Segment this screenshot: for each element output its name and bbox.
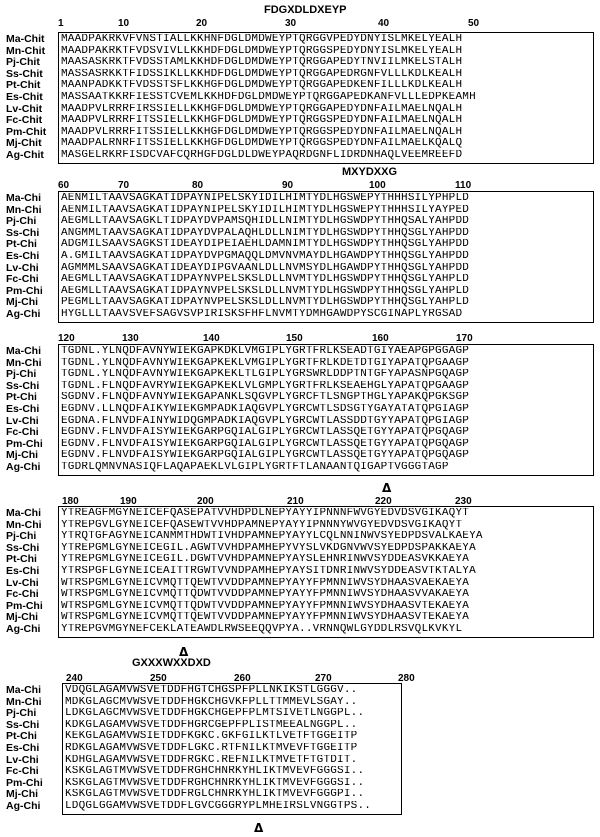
sequence-residues: MAADPAKRKTFVDSVIVLLKKHDFDGLDMDWEYPTQRGGSPEDYDNYISLMKELYEALH xyxy=(61,45,463,57)
sequence-residues: TGDNL.FLNQDFAVRYWIEKGAPKEKLVLGMPLYGRTFRLKSEAEHGLYAPATQPGAAGP xyxy=(61,380,470,392)
sequence-name: Es-Chi xyxy=(6,250,40,262)
sequence-residues: KDKGLAGAMVWSVETDDFHGRCGEPFPLISTMEEALNGGPL.. xyxy=(65,719,358,731)
sequence-residues: EGDNV.FLNVDFAISYWIEKGARPGQIALGIPLYGRCWTLASSQETGYYAPATQPGQAGP xyxy=(61,427,470,438)
sequence-residues: KSKGLAGTMVWSVETDDFRGHCHNRKYHLIKTMVEVFGGGSI.. xyxy=(65,766,365,777)
sequence-name: Lv-Chi xyxy=(6,261,39,274)
sequence-name: Fc-Chi xyxy=(6,426,39,439)
sequence-residues: MASSAATKKRFIESSTCVEMLKKHDFDGLDMDWEYPTQRGGAPEDKANFVLLLEDPKEAMH xyxy=(61,92,476,103)
sequence-name: Ss-Chi xyxy=(6,541,40,554)
ruler-number: 260 xyxy=(234,673,251,684)
sequence-residues: AEGMLLTAAVSAGKATIDPAYNVPELSKSLDLLNVMTYDLHGSWDPYTHHQSGLYAHPLD xyxy=(61,274,470,285)
sequence-residues: VDQGLAGAMVWSVETDDFHGTCHGSPFPLLNKIKSTLGGGV.. xyxy=(65,685,358,696)
sequence-residues: EGDNV.FLNVDFAISYWIEKGARPGQIALGIPLYGRCWTLASSQETGYYAPATQPGQAGP xyxy=(61,438,470,450)
ruler-number: 1 xyxy=(58,18,64,29)
sequence-name: Ma-Chi xyxy=(6,684,41,696)
sequence-name: Lv-Chi xyxy=(6,414,39,427)
sequence-name: Es-Chi xyxy=(6,565,40,577)
sequence-name: Pm-Chi xyxy=(6,284,43,297)
sequence-name: Pm-Chi xyxy=(6,776,43,789)
sequence-name: Lv-Chi xyxy=(6,753,39,766)
ruler-number: 240 xyxy=(66,673,83,684)
sequence-residues: HYGLLLTAAVSVEFSAGVSVPIRISKSFHFLNVMTYDMHGAWDPYSCGINAPLYRGSAD xyxy=(61,309,463,320)
sequence-name: Pj-Chi xyxy=(6,707,37,720)
sequence-name: Es-Chi xyxy=(6,403,40,415)
sequence-name: Ss-Chi xyxy=(6,379,40,392)
ruler-number: 160 xyxy=(372,333,389,344)
sequence-residues: KEKGLAGAMVWSIETDDFKGKC.GKFGILKTLVETFTGGEITP xyxy=(65,731,358,742)
ruler-number: 20 xyxy=(196,18,208,29)
sequence-residues: MAASASKRKTFVDSSTAMLKKHDFDGLDMDWEYPTQRGGAPEDYTNVIILMKELSTALH xyxy=(61,57,463,68)
sequence-residues: KDHGLAGAMVWSVETDDFRGKC.REFNILKTMVETFTGTDIT. xyxy=(65,754,358,766)
sequence-residues: PEGMLLTAAVSAGKATIDPAYNVPELSKSLDLLNVMTYDLHGSWDPYTHHQSGLYAHPLD xyxy=(61,297,470,308)
sequence-name: Fc-Chi xyxy=(6,765,39,778)
conserved-residue-marker: Δ xyxy=(254,821,264,835)
sequence-name: Ma-Chi xyxy=(6,192,41,204)
sequence-residues: YTREPGMLGYNEICEGIL.AGWTVVHDPAMHEPYVYSLVKDGNVWVSYEDPDSPAKKAEYA xyxy=(61,542,476,554)
sequence-residues: TGDNL.YLNQDFAVNYWIEKGAPKEKLTLGIPLYGRSWRLDDPTNTGFYAPASNPGQAGP xyxy=(61,369,470,380)
sequence-name: Fc-Chi xyxy=(6,588,39,601)
sequence-name: Ag-Chi xyxy=(6,800,41,812)
ruler-number: 220 xyxy=(375,496,392,507)
sequence-residues: YTREPGMLGYNEICEGIL.DGWTVVHDPAMNEPYAYSLEHNRINWVSYDDEASVKKAEYA xyxy=(61,554,470,565)
sequence-name: Mn-Chi xyxy=(6,518,42,531)
sequence-residues: YTRSPGFLGYNEICEAITTRGWTVVNDPAMHEPYAYSITDNRINWVSYDDEASVTKTALYA xyxy=(61,566,476,577)
ruler-number: 40 xyxy=(378,18,390,29)
sequence-residues: EGDNV.LLNQDFAIKYWIEKGMPADKIAQGVPLYGRCWTLSDSGTYGAYATATQPGIAGP xyxy=(61,404,470,415)
sequence-name: Pj-Chi xyxy=(6,530,37,543)
sequence-name: Lv-Chi xyxy=(6,576,39,589)
ruler-number: 80 xyxy=(192,180,204,191)
sequence-name: Ag-Chit xyxy=(6,149,44,161)
sequence-residues: TGDRLQMNVNASIQFLAQAPAEKLVLGIPLYGRTFTLANAANTQIGAPTVGGGTAGP xyxy=(61,462,449,473)
sequence-residues: WTRSPGMLGYNEICVMQTTQDWTVVDDPAMNEPYAYYFPMNNIWVSYDHAASVVAKAEYA xyxy=(61,589,470,600)
sequence-residues: EGDNV.FLNVDFAISYWIEKGARPGQIALGIPLYGRCWTLASSQETGYYAPATQPGQAGP xyxy=(61,450,470,461)
ruler-number: 230 xyxy=(455,496,472,507)
sequence-residues: AEGMLLTAAVSAGKLTIDPAYDVPAMSQHIDLLNIMTYDLHGSWDPYTHHQSALYAHPDD xyxy=(61,216,470,227)
sequence-residues: TGDNL.YLNQDFAVNYWIEKGAPKEKLVMGIPLYGRTFRLKDETDTGIYAPATQPGAAGP xyxy=(61,357,470,369)
sequence-residues: MASSASRKKTFIDSSIKLLKKHDFDGLDMDWEYPTQRGGAPEDRGNFVLLLKDLKEALH xyxy=(61,68,463,80)
sequence-name: Mj-Chi xyxy=(6,449,39,462)
ruler-number: 10 xyxy=(118,18,130,29)
sequence-residues: WTRSPGMLGYNEICVMQTTQDWTVVDDPAMNEPYAYYFPMNNIWVSYDHAASVTEKAEYA xyxy=(61,600,470,612)
conserved-residue-marker: Δ xyxy=(179,645,189,659)
sequence-name: Pm-Chi xyxy=(6,599,43,612)
motif-label: MXYDXXG xyxy=(342,166,398,178)
sequence-name: Mj-Chi xyxy=(6,611,39,624)
sequence-residues: MAADPAKRKVFVNSTIALLKKHNFDGLDMDWEYPTQRGGVPEDYDNYISLMKELYEALH xyxy=(61,34,463,45)
ruler-number: 140 xyxy=(203,333,220,344)
sequence-name: Fc-Chit xyxy=(6,114,43,127)
sequence-name: Pj-Chi xyxy=(6,215,37,228)
ruler-number: 120 xyxy=(58,333,75,344)
sequence-name: Es-Chi xyxy=(6,742,40,754)
sequence-residues: ANGMMLTAAVSAGKATIDPAYDVPALAQHLDLLNIMTYDLHGSWDPYTHHQSGLYAHPDD xyxy=(61,227,470,239)
ruler-number: 30 xyxy=(285,18,297,29)
ruler-number: 60 xyxy=(58,180,70,191)
ruler-number: 270 xyxy=(315,673,332,684)
sequence-residues: MAANPADKKTFVDSSTSFLKKHGFDGLDMDWEYPTQRGGAPEDKENFILLLKDLKEALH xyxy=(61,80,463,91)
ruler-number: 100 xyxy=(369,180,386,191)
sequence-name: Ss-Chit xyxy=(6,67,43,80)
sequence-residues: YTREPGVMGYNEFCEKLATEAWDLRWSEEQQVPYA..VRNNQWLGYDDLRSVQLKVKYL xyxy=(61,624,463,635)
sequence-name: Pj-Chit xyxy=(6,56,40,69)
sequence-residues: MAADPVLRRRFITSSIELLKKHGFDGLDMDWEYPTQRGGSPEDYDNFAILMAELNQALH xyxy=(61,126,463,138)
motif-label: GXXXWXXDXD xyxy=(132,657,211,669)
sequence-residues: SGDNV.FLNQDFAVNYWIEKGAPANKLSQGVPLYGRCFTLSNGPTHGLYAPAKQPGKSGP xyxy=(61,392,470,403)
sequence-residues: A.GMILTAAVSAGKATIDPAYDVPGMAQQLDMVNVMAYDLHGAWDPYTHHQSGLYAHPDD xyxy=(61,251,470,262)
sequence-residues: MAADPVLRRRFITSSIELLKKHGFDGLDMDWEYPTQRGGSPEDYDNFAILMAELNQALH xyxy=(61,115,463,126)
sequence-name: Pm-Chi xyxy=(6,437,43,450)
ruler-number: 110 xyxy=(455,180,472,191)
conserved-residue-marker: Δ xyxy=(382,481,392,495)
sequence-name: Pt-Chi xyxy=(6,553,37,566)
sequence-name: Pt-Chi xyxy=(6,391,37,404)
sequence-residues: MASGELRKRFISDCVAFCQRHGFDGLDLDWEYPAQRDGNFLIDRDNHAQLVEEMREEFD xyxy=(61,150,463,161)
sequence-name: Ss-Chi xyxy=(6,718,40,731)
sequence-name: Mn-Chi xyxy=(6,695,42,708)
ruler-number: 90 xyxy=(282,180,294,191)
sequence-residues: KSKGLAGTMVWSVETDDFRGLCHNRKYHLIKTMVEVFGGGPI.. xyxy=(65,789,365,800)
ruler-number: 70 xyxy=(118,180,130,191)
ruler-number: 180 xyxy=(62,496,79,507)
sequence-name: Pt-Chit xyxy=(6,79,41,92)
sequence-residues: YTRQTGFAGYNEICANMMTHDWTIVHDPAMNEPYAYYLCQLNNINWVSYEDPDSVALKAEYA xyxy=(61,531,483,542)
sequence-name: Ag-Chi xyxy=(6,461,41,473)
sequence-name: Mn-Chi xyxy=(6,203,42,216)
sequence-residues: RDKGLAGAMVWSVETDDFLGKC.RTFNILKTMVEVFTGGEITP xyxy=(65,743,358,754)
sequence-residues: MDKGLAGCMVWSVETDDFHGKCHGVKFPLLTTMMEVLSGAY.. xyxy=(65,696,358,708)
sequence-residues: MAADPVLRRRFIRSSIELLKKHGFDGLDMDWEYPTQRGGAPEDYDNFAILMAELNQALH xyxy=(61,103,463,115)
ruler-number: 190 xyxy=(120,496,137,507)
ruler-number: 250 xyxy=(150,673,167,684)
motif-label: FDGXDLDXEYP xyxy=(264,4,347,16)
sequence-residues: AGMMMLSAAVSAGKATIDEAYDIPGVAANLDLLNVMSYDLHGAWDPYTHHQSGLYAHPDD xyxy=(61,262,470,274)
ruler-number: 130 xyxy=(122,333,139,344)
sequence-name: Ma-Chi xyxy=(6,507,41,519)
sequence-name: Ag-Chi xyxy=(6,308,41,320)
sequence-name: Pm-Chit xyxy=(6,125,47,138)
sequence-name: Ma-Chi xyxy=(6,345,41,357)
sequence-residues: WTRSPGMLGYNEICVMQTTQEWTVVDDPAMNEPYAYYFPMNNIWVSYDHAASVTEKAEYA xyxy=(61,612,470,623)
sequence-residues: MAADPALRNRFITSSIELLKKHGFDGLDMDWEYPTQRGGSPEDYDNFAILMAELKQALQ xyxy=(61,138,463,149)
sequence-name: Mn-Chit xyxy=(6,44,46,57)
sequence-name: Ma-Chit xyxy=(6,33,45,45)
sequence-name: Lv-Chit xyxy=(6,102,43,115)
sequence-residues: KSKGLAGTMVWSVETDDFRGHCHNRKYHLIKTMVEVFGGGSI.. xyxy=(65,777,365,789)
sequence-name: Mj-Chi xyxy=(6,296,39,309)
sequence-residues: TGDNL.YLNQDFAVNYWIEKGAPKDKLVMGIPLYGRTFRLKSEADTGIYAEAPGPGGAGP xyxy=(61,346,470,357)
sequence-name: Mj-Chi xyxy=(6,788,39,801)
sequence-residues: WTRSPGMLGYNEICVMQTTQEWTVVDDPAMNEPYAYYFPMNNIWVSYDHAASVAEKAEYA xyxy=(61,577,470,589)
sequence-residues: LDKGLAGCMVWSVETDDFHGKCHGEPFPLMTSIVETLNGGPL.. xyxy=(65,708,365,719)
sequence-residues: AEGMLLTAAVSAGKATIDPAYNVPELSKSLDLLNVMTYDLHGSWDPYTHHQSGLYAHPLD xyxy=(61,285,470,297)
ruler-number: 50 xyxy=(468,18,480,29)
sequence-name: Es-Chit xyxy=(6,91,43,103)
sequence-residues: AENMILTAAVSAGKATIDPAYNIPELSKYIDILHIMTYDLHGSWEPYTHHHSILYPHPLD xyxy=(61,193,470,204)
sequence-name: Ag-Chi xyxy=(6,623,41,635)
sequence-name: Mj-Chit xyxy=(6,137,42,150)
ruler-number: 200 xyxy=(197,496,214,507)
sequence-residues: LDQGLGGAMVWSVETDDFLGVCGGGRYPLMHEIRSLVNGGTPS.. xyxy=(65,801,372,812)
sequence-name: Ss-Chi xyxy=(6,226,40,239)
sequence-name: Pj-Chi xyxy=(6,368,37,381)
ruler-number: 150 xyxy=(286,333,303,344)
sequence-residues: YTREPGVLGYNEICEFQASEWTVVHDPAMNEPYAYYIPNNNYWVGYEDVDSVGIKAQYT xyxy=(61,519,463,531)
ruler-number: 280 xyxy=(398,673,415,684)
sequence-residues: ADGMILSAAVSAGKSTIDEAYDIPEIAEHLDAMNIMTYDLHGSWDPYTHHQSGLYAHPDD xyxy=(61,239,470,250)
ruler-number: 210 xyxy=(287,496,304,507)
sequence-residues: AENMILTAAVSAGKATIDPAYNIPELSKYIDILHIMTYDLHGSWEPYTHHHSILYAYPED xyxy=(61,204,470,216)
sequence-name: Mn-Chi xyxy=(6,356,42,369)
sequence-name: Pt-Chi xyxy=(6,730,37,743)
sequence-residues: YTREAGFMGYNEICEFQASEPATVVHDPDLNEPYAYYIPNNNFWVGYEDVDSVGIKAQYT xyxy=(61,508,470,519)
ruler-number: 170 xyxy=(456,333,473,344)
sequence-name: Pt-Chi xyxy=(6,238,37,251)
sequence-name: Fc-Chi xyxy=(6,273,39,286)
sequence-residues: EGDNA.FLNVDFAINYWIDQGMPADKIAQGVPLYGRCWTLASSDDTGYYAPATQPGIAGP xyxy=(61,415,470,427)
